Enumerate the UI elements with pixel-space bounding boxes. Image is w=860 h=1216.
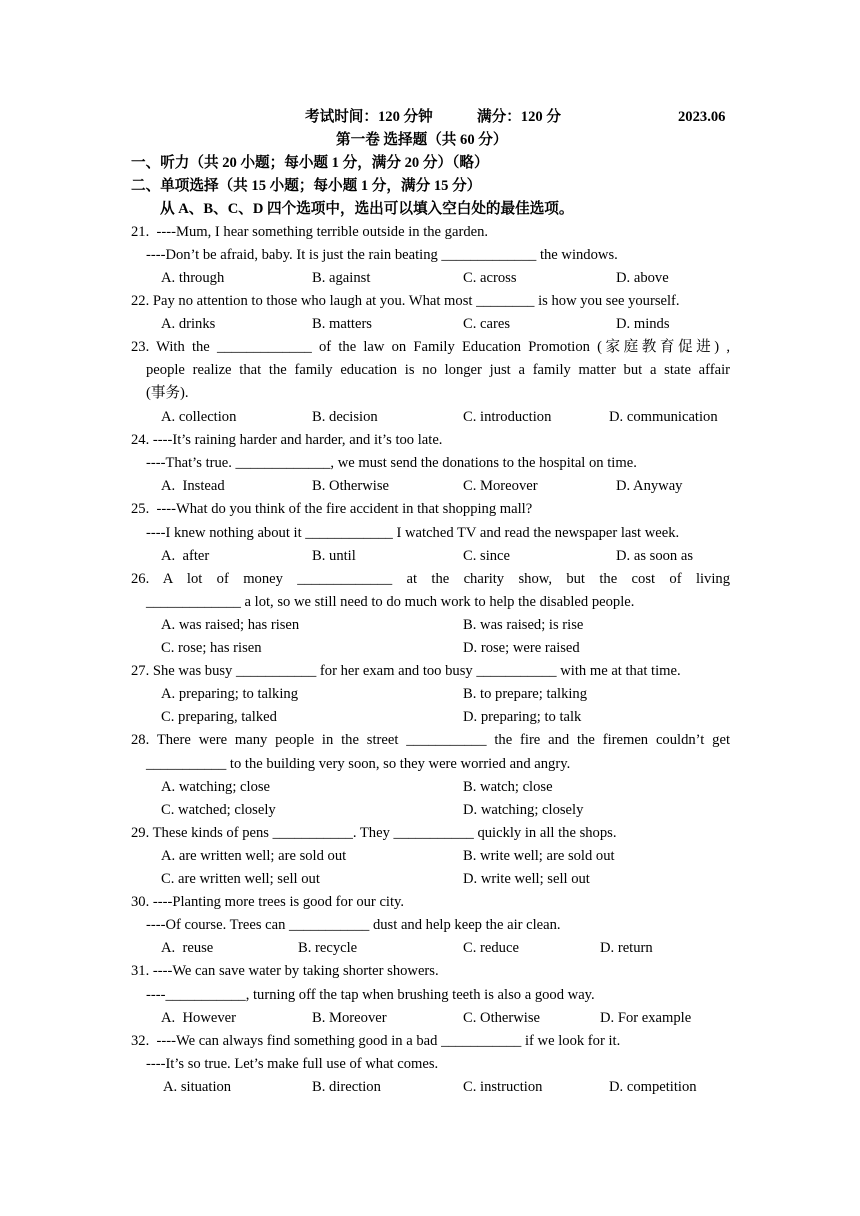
option-a: A. after	[161, 548, 210, 564]
question-text: 22. Pay no attention to those who laugh at you. What most ________ is how you see yourself.	[131, 293, 680, 309]
option-d: D. preparing; to talk	[463, 709, 582, 725]
option-c: C. preparing, talked	[161, 709, 277, 725]
option-b: B. against	[312, 270, 371, 286]
option-c: C. rose; has risen	[161, 640, 262, 656]
option-a: A. preparing; to talking	[161, 686, 298, 702]
option-a: A. collection	[161, 409, 237, 425]
question-text: 29. These kinds of pens ___________. They ___________ quickly in all the shops.	[131, 825, 617, 841]
option-d: D. write well; sell out	[463, 871, 590, 887]
option-c: C. Moreover	[463, 478, 538, 494]
part-listening: 一、听力（共 20 小题；每小题 1 分，满分 20 分）（略）	[131, 155, 489, 171]
instruction: 从 A、B、C、D 四个选项中，选出可以填入空白处的最佳选项。	[160, 201, 574, 217]
option-b: B. decision	[312, 409, 378, 425]
question-text: ----It’s so true. Let’s make full use of what comes.	[146, 1056, 439, 1072]
question-text: 27. She was busy ___________ for her exam and too busy ___________ with me at that time.	[131, 663, 681, 679]
option-d: D. rose; were raised	[463, 640, 580, 656]
option-b: B. watch; close	[463, 779, 553, 795]
question-text: ___________ to the building very soon, so they were worried and angry.	[146, 756, 571, 772]
option-d: D. For example	[600, 1010, 692, 1026]
full-score: 满分：120 分	[477, 109, 561, 125]
option-b: B. write well; are sold out	[463, 848, 615, 864]
option-a: A. watching; close	[161, 779, 271, 795]
option-a: A. reuse	[161, 940, 214, 956]
option-d: D. minds	[616, 316, 670, 332]
exam-time: 考试时间：120 分钟	[305, 109, 433, 125]
option-c: C. reduce	[463, 940, 519, 956]
option-d: D. above	[616, 270, 669, 286]
question-text: 26. A lot of money _____________ at the charity show, but the cost of living	[131, 571, 730, 587]
option-a: A. through	[161, 270, 225, 286]
question-text: 23. With the _____________ of the law on Family Education Promotion (家庭教育促进) ,	[131, 339, 730, 355]
option-d: D. watching; closely	[463, 802, 584, 818]
question-text: ----___________, turning off the tap when brushing teeth is also a good way.	[146, 987, 595, 1003]
option-c: C. Otherwise	[463, 1010, 541, 1026]
option-a: A. situation	[163, 1079, 232, 1095]
option-a: A. Instead	[161, 478, 225, 494]
option-c: C. cares	[463, 316, 511, 332]
question-text: ----Don’t be afraid, baby. It is just the rain beating _____________ the windows.	[146, 247, 618, 263]
option-d: D. as soon as	[616, 548, 694, 564]
exam-date: 2023.06	[678, 109, 726, 125]
option-d: D. communication	[609, 409, 718, 425]
option-b: B. Moreover	[312, 1010, 387, 1026]
section-title: 第一卷 选择题（共 60 分）	[336, 132, 508, 148]
part-single-choice: 二、单项选择（共 15 小题；每小题 1 分，满分 15 分）	[131, 178, 482, 194]
option-c: C. since	[463, 548, 511, 564]
option-b: B. recycle	[298, 940, 358, 956]
option-c: C. across	[463, 270, 517, 286]
question-text: ----That’s true. _____________, we must send the donations to the hospital on time.	[146, 455, 637, 471]
question-text: 25. ----What do you think of the fire accident in that shopping mall?	[131, 501, 533, 517]
question-text: ----I knew nothing about it ____________ I watched TV and read the newspaper last week.	[146, 525, 680, 541]
option-a: A. was raised; has risen	[161, 617, 300, 633]
option-b: B. was raised; is rise	[463, 617, 584, 633]
option-a: A. drinks	[161, 316, 216, 332]
option-a: A. However	[161, 1010, 236, 1026]
question-text: (事务).	[146, 385, 189, 401]
option-c: C. are written well; sell out	[161, 871, 320, 887]
question-text: 31. ----We can save water by taking shorter showers.	[131, 963, 439, 979]
option-b: B. matters	[312, 316, 372, 332]
option-b: B. direction	[312, 1079, 381, 1095]
option-b: B. to prepare; talking	[463, 686, 588, 702]
question-text: 30. ----Planting more trees is good for our city.	[131, 894, 405, 910]
option-c: C. introduction	[463, 409, 552, 425]
question-text: ----Of course. Trees can ___________ dust and help keep the air clean.	[146, 917, 561, 933]
question-text: 32. ----We can always find something good in a bad ___________ if we look for it.	[131, 1033, 621, 1049]
option-d: D. competition	[609, 1079, 697, 1095]
option-c: C. instruction	[463, 1079, 543, 1095]
option-b: B. Otherwise	[312, 478, 390, 494]
option-a: A. are written well; are sold out	[161, 848, 347, 864]
question-text: 28. There were many people in the street ___________ the fire and the firemen couldn’t get	[131, 732, 730, 748]
question-text: people realize that the family education is no longer just a family matter but a state affair	[146, 362, 730, 378]
option-c: C. watched; closely	[161, 802, 276, 818]
option-b: B. until	[312, 548, 356, 564]
option-d: D. Anyway	[616, 478, 683, 494]
question-text: _____________ a lot, so we still need to do much work to help the disabled people.	[146, 594, 635, 610]
question-text: 24. ----It’s raining harder and harder, and it’s too late.	[131, 432, 443, 448]
option-d: D. return	[600, 940, 653, 956]
question-text: 21. ----Mum, I hear something terrible outside in the garden.	[131, 224, 489, 240]
